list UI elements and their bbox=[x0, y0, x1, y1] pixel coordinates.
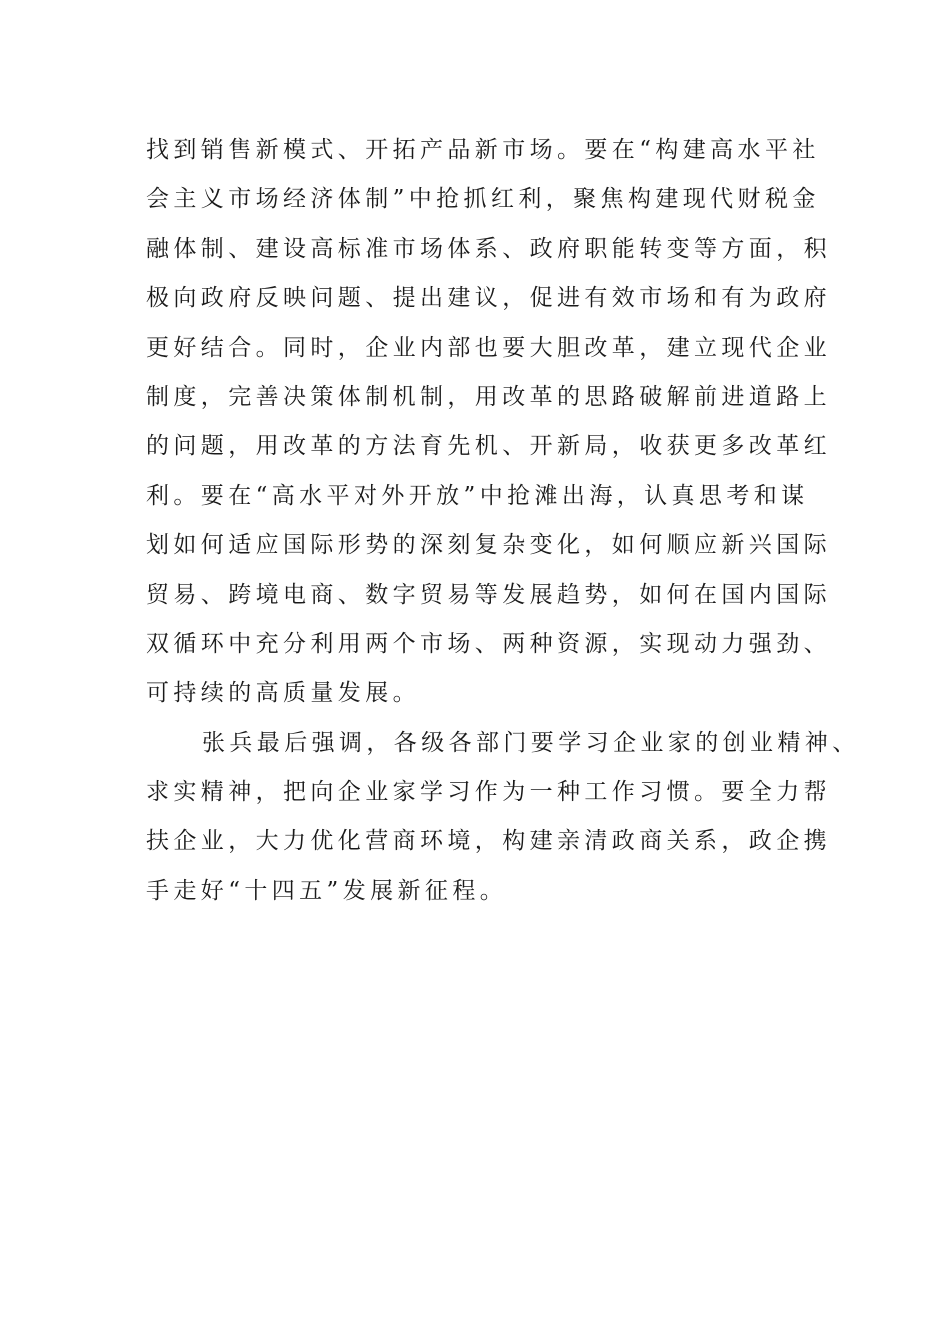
text-line: 更好结合。同时，企业内部也要大胆改革，建立现代企业 bbox=[146, 334, 831, 361]
text-line: 极向政府反映问题、提出建议，促进有效市场和有为政府 bbox=[146, 285, 831, 312]
text-line: 可持续的高质量发展。 bbox=[146, 680, 420, 707]
text-line: 双循环中充分利用两个市场、两种资源，实现动力强劲、 bbox=[146, 630, 831, 657]
text-line: 贸易、跨境电商、数字贸易等发展趋势，如何在国内国际 bbox=[146, 581, 831, 608]
text-line: 利。要在“高水平对外开放”中抢滩出海，认真思考和谋 bbox=[146, 482, 809, 509]
document-body bbox=[146, 126, 860, 916]
text-line: 找到销售新模式、开拓产品新市场。要在“构建高水平社 bbox=[146, 137, 820, 163]
text-line: 划如何适应国际形势的深刻复杂变化，如何顺应新兴国际 bbox=[146, 532, 831, 559]
text-line: 融体制、建设高标准市场体系、政府职能转变等方面，积 bbox=[146, 235, 831, 262]
paragraph-start-line: 张兵最后强调，各级各部门要学习企业家的创业精神、 bbox=[202, 729, 860, 756]
text-line: 的问题，用改革的方法育先机、开新局，收获更多改革红 bbox=[146, 433, 831, 460]
text-line: 求实精神，把向企业家学习作为一种工作习惯。要全力帮 bbox=[146, 779, 831, 806]
text-line: 扶企业，大力优化营商环境，构建亲清政商关系，政企携 bbox=[146, 828, 831, 855]
text-line: 会主义市场经济体制”中抢抓红利，聚焦构建现代财税金 bbox=[146, 186, 820, 213]
text-line: 制度，完善决策体制机制，用改革的思路破解前进道路上 bbox=[146, 383, 831, 410]
text-line: 手走好“十四五”发展新征程。 bbox=[146, 877, 508, 904]
